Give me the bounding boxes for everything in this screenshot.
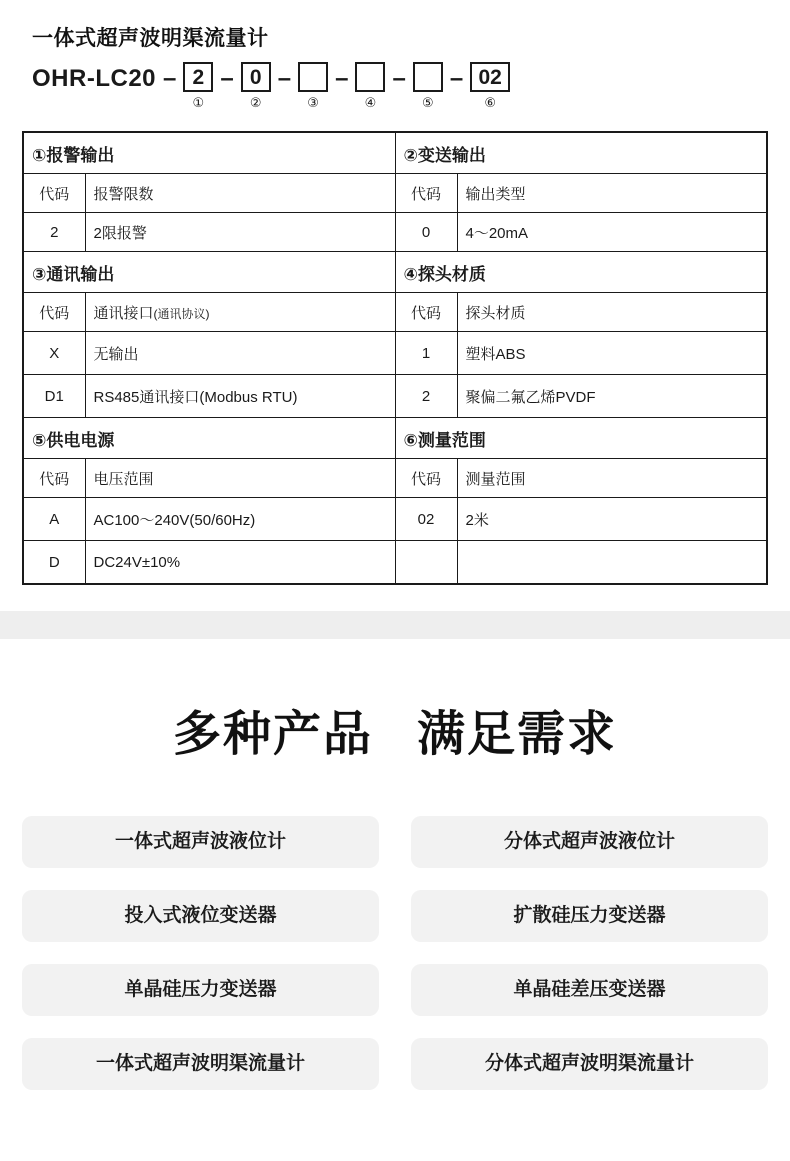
code-slot-5-value	[413, 62, 443, 92]
code-slot-2	[241, 62, 271, 111]
code-slot-2-index: ②	[249, 95, 262, 110]
specification-table	[22, 131, 768, 585]
product-chip[interactable]: 扩散硅压力变送器	[411, 890, 768, 942]
code-slot-4-index: ④	[364, 95, 377, 110]
code-dash-1: –	[220, 65, 234, 92]
code-slot-3	[298, 62, 328, 111]
group-3-header-left: ⑤供电电源	[23, 418, 395, 459]
table-row	[23, 293, 767, 332]
table-row	[23, 174, 767, 213]
table-row	[23, 132, 767, 174]
group-1-col-right-code: 代码	[395, 174, 457, 213]
product-chip-grid	[0, 764, 790, 1090]
code-dash-2: –	[277, 65, 292, 92]
table-row	[23, 375, 767, 418]
group-2-row-1-right-code: 1	[395, 332, 457, 375]
group-2-row-2-right-value: 聚偏二氟乙烯PVDF	[457, 375, 767, 418]
product-chip[interactable]: 分体式超声波液位计	[411, 816, 768, 868]
group-2-col-left-title-main: 通讯接口	[93, 304, 154, 322]
code-slot-3-index: ③	[307, 95, 319, 110]
table-row	[23, 213, 767, 252]
table-row	[23, 498, 767, 541]
group-2-col-left-title-note: (通讯协议)	[153, 306, 210, 321]
model-code-prefix: OHR-LC20	[32, 65, 157, 92]
group-2-row-1-left-value: 无输出	[85, 332, 395, 375]
group-3-col-right-code: 代码	[395, 459, 457, 498]
product-chip[interactable]: 投入式液位变送器	[22, 890, 379, 942]
group-2-col-right-title: 探头材质	[457, 293, 767, 332]
product-chip[interactable]: 一体式超声波液位计	[22, 816, 379, 868]
group-1-row-1-left-value: 2限报警	[85, 213, 395, 252]
group-2-col-left-title	[85, 293, 395, 332]
group-3-col-right-title: 测量范围	[457, 459, 767, 498]
product-chip[interactable]: 单晶硅差压变送器	[411, 964, 768, 1016]
group-2-header-right: ④探头材质	[395, 252, 767, 293]
headline-left: 多种产品	[172, 708, 373, 761]
table-row	[23, 541, 767, 585]
group-2-header-left: ③通讯输出	[23, 252, 395, 293]
group-3-row-1-right-code: 02	[395, 498, 457, 541]
code-slot-4	[355, 62, 385, 111]
group-2-col-right-code: 代码	[395, 293, 457, 332]
table-row	[23, 332, 767, 375]
section-headline	[0, 695, 790, 764]
group-2-row-2-left-value: RS485通讯接口(Modbus RTU)	[85, 375, 395, 418]
code-slot-6-value: 02	[470, 62, 510, 92]
product-chip[interactable]: 一体式超声波明渠流量计	[22, 1038, 379, 1090]
group-1-header-right: ②变送输出	[395, 132, 767, 174]
code-slot-1	[183, 62, 213, 111]
group-1-row-1-right-code: 0	[395, 213, 457, 252]
model-code-line	[32, 62, 760, 111]
group-3-col-left-title: 电压范围	[85, 459, 395, 498]
group-3-row-1-left-value: AC100～240V(50/60Hz)	[85, 498, 395, 541]
model-code-section	[0, 0, 790, 111]
code-dash-4: –	[392, 65, 406, 92]
table-row	[23, 418, 767, 459]
group-2-col-left-code: 代码	[23, 293, 85, 332]
code-slot-1-index: ①	[192, 95, 205, 110]
group-1-col-left-code: 代码	[23, 174, 85, 213]
code-slot-1-value: 2	[183, 62, 213, 92]
code-slot-5-index: ⑤	[421, 95, 434, 110]
code-dash-5: –	[449, 65, 464, 92]
code-slot-4-value	[355, 62, 385, 92]
table-row	[23, 252, 767, 293]
group-3-row-1-right-value: 2米	[457, 498, 767, 541]
group-2-row-2-right-code: 2	[395, 375, 457, 418]
table-row	[23, 459, 767, 498]
product-chip[interactable]: 单晶硅压力变送器	[22, 964, 379, 1016]
code-slot-6-index: ⑥	[484, 95, 496, 110]
group-1-header-left: ①报警输出	[23, 132, 395, 174]
group-2-row-2-left-code: D1	[23, 375, 85, 418]
group-3-row-2-right-value	[457, 541, 767, 585]
group-1-col-left-title: 报警限数	[85, 174, 395, 213]
code-slot-2-value: 0	[241, 62, 271, 92]
group-1-row-1-right-value: 4～20mA	[457, 213, 767, 252]
group-3-header-right: ⑥测量范围	[395, 418, 767, 459]
group-1-col-right-title: 输出类型	[457, 174, 767, 213]
page-title: 一体式超声波明渠流量计	[32, 27, 269, 50]
group-2-row-1-right-value: 塑料ABS	[457, 332, 767, 375]
code-slot-3-value	[298, 62, 328, 92]
product-chip[interactable]: 分体式超声波明渠流量计	[411, 1038, 768, 1090]
group-3-col-left-code: 代码	[23, 459, 85, 498]
group-3-row-2-left-code: D	[23, 541, 85, 585]
section-divider	[0, 611, 790, 639]
group-3-row-2-left-value: DC24V±10%	[85, 541, 395, 585]
code-dash-3: –	[335, 65, 349, 92]
group-3-row-1-left-code: A	[23, 498, 85, 541]
group-3-row-2-right-code	[395, 541, 457, 585]
group-2-row-1-left-code: X	[23, 332, 85, 375]
headline-right: 满足需求	[417, 708, 618, 761]
code-dash-0: –	[163, 65, 177, 92]
group-1-row-1-left-code: 2	[23, 213, 85, 252]
code-slot-6	[470, 62, 510, 111]
code-slot-5	[413, 62, 443, 111]
